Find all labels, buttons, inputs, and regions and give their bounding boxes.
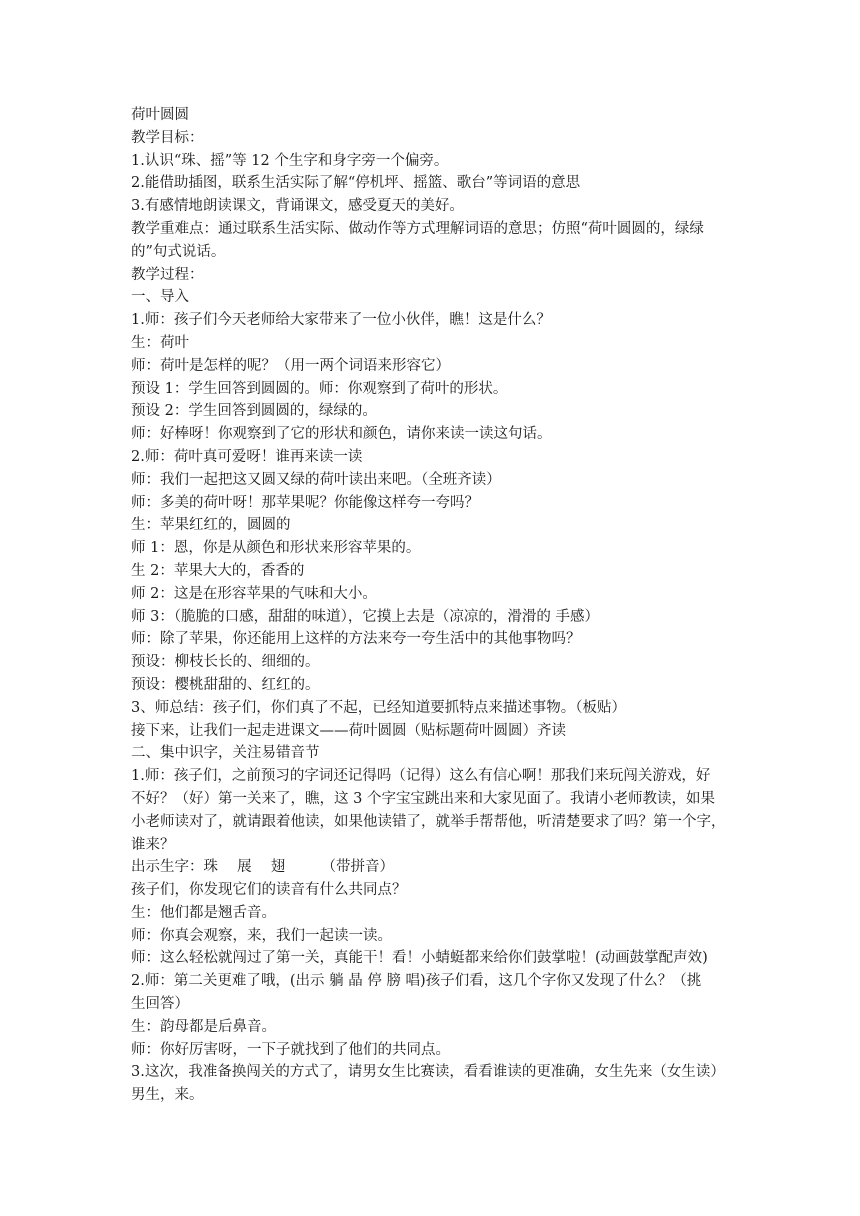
- text-line: 预设 2：学生回答到圆圆的，绿绿的。: [131, 403, 377, 420]
- text-line: 2.师：第二关更难了哦，(出示 躺 晶 停 膀 唱)孩子们看，这几个字你又发现了什么？（挑: [131, 973, 702, 990]
- text-line: 师：好棒呀！你观察到了它的形状和颜色，请你来读一读这句话。: [131, 426, 552, 443]
- text-line: 师 1：恩，你是从颜色和形状来形容苹果的。: [131, 540, 421, 557]
- text-line: 师：我们一起把这又圆又绿的荷叶读出来吧。（全班齐读）: [131, 471, 501, 488]
- document-title: 荷叶圆圆: [131, 107, 189, 123]
- text-line: 生 2：苹果大大的，香香的: [131, 562, 305, 579]
- text-line: 生：韵母都是后鼻音。: [131, 1018, 276, 1035]
- text-line: 预设：樱桃甜甜的、红红的。: [131, 676, 320, 693]
- text-line: 不好？（好）第一关来了，瞧，这 3 个字宝宝跳出来和大家见面了。我请小老师教读，如果: [131, 790, 715, 807]
- text-line: 1.师：孩子们今天老师给大家带来了一位小伙伴，瞧！这是什么？: [131, 312, 551, 329]
- text-line: 谁来？: [131, 836, 175, 853]
- text-line: 教学重难点：通过联系生活实际、做动作等方式理解词语的意思；仿照“荷叶圆圆的，绿绿: [131, 220, 704, 237]
- text-line: 教学目标：: [131, 129, 204, 146]
- text-line: 师：除了苹果，你还能用上这样的方法来夸一夸生活中的其他事物吗？: [131, 631, 581, 648]
- text-line: 生：他们都是翘舌音。: [131, 904, 276, 921]
- document-body: [131, 104, 731, 1107]
- text-line: 出示生字：珠 展 翅 （带拼音）: [131, 859, 394, 876]
- text-line: 3、师总结：孩子们，你们真了不起，已经知道要抓特点来描述事物。（板贴）: [131, 699, 626, 716]
- text-line: 1.师：孩子们，之前预习的字词还记得吗（记得）这么有信心啊！那我们来玩闯关游戏，好: [131, 768, 711, 785]
- text-line: 师：荷叶是怎样的呢？（用一两个词语来形容它）: [131, 357, 450, 374]
- text-line: 师：你好厉害呀，一下子就找到了他们的共同点。: [131, 1041, 450, 1058]
- text-line: 师：你真会观察，来，我们一起读一读。: [131, 927, 392, 944]
- text-line: 3.有感情地朗读课文，背诵课文，感受夏天的美好。: [131, 198, 464, 215]
- text-line: 师 2：这是在形容苹果的气味和大小。: [131, 585, 377, 602]
- text-line: 生回答）: [131, 996, 189, 1013]
- text-line: 二、集中识字，关注易错音节: [131, 745, 320, 762]
- text-line: 男生，来。: [131, 1087, 204, 1104]
- text-line: 师：多美的荷叶呀！那苹果呢？你能像这样夸一夸吗？: [131, 494, 479, 511]
- text-line: 2.师：荷叶真可爱呀！谁再来读一读: [131, 448, 363, 465]
- text-line: 生：苹果红红的，圆圆的: [131, 517, 291, 534]
- text-line: 接下来，让我们一起走进课文——荷叶圆圆（贴标题荷叶圆圆）齐读: [131, 722, 566, 739]
- text-line: 师：这么轻松就闯过了第一关，真能干！看！小蜻蜓都来给你们鼓掌啦！(动画鼓掌配声效): [131, 950, 708, 967]
- text-line: 教学过程：: [131, 266, 204, 283]
- text-line: 3.这次，我准备换闯关的方式了，请男女生比赛读，看看谁读的更准确，女生先来（女生读）: [131, 1064, 725, 1081]
- text-line: 的”句式说话。: [131, 243, 226, 260]
- text-line: 预设 1：学生回答到圆圆的。师：你观察到了荷叶的形状。: [131, 380, 508, 397]
- text-line: 小老师读对了，就请跟着他读，如果他读错了，就举手帮帮他，听清楚要求了吗？第一个字，: [131, 813, 726, 830]
- text-line: 2.能借助插图，联系生活实际了解“停机坪、摇篮、歌台”等词语的意思: [131, 175, 581, 192]
- text-line: 孩子们，你发现它们的读音有什么共同点？: [131, 882, 407, 899]
- text-line: 1.认识“珠、摇”等 12 个生字和身字旁一个偏旁。: [131, 152, 449, 169]
- text-line: 一、导入: [131, 289, 189, 306]
- text-line: 师 3：（脆脆的口感，甜甜的味道），它摸上去是（凉凉的，滑滑的 手感）: [131, 608, 599, 625]
- text-line: 预设：柳枝长长的、细细的。: [131, 654, 320, 671]
- text-line: 生：荷叶: [131, 334, 189, 351]
